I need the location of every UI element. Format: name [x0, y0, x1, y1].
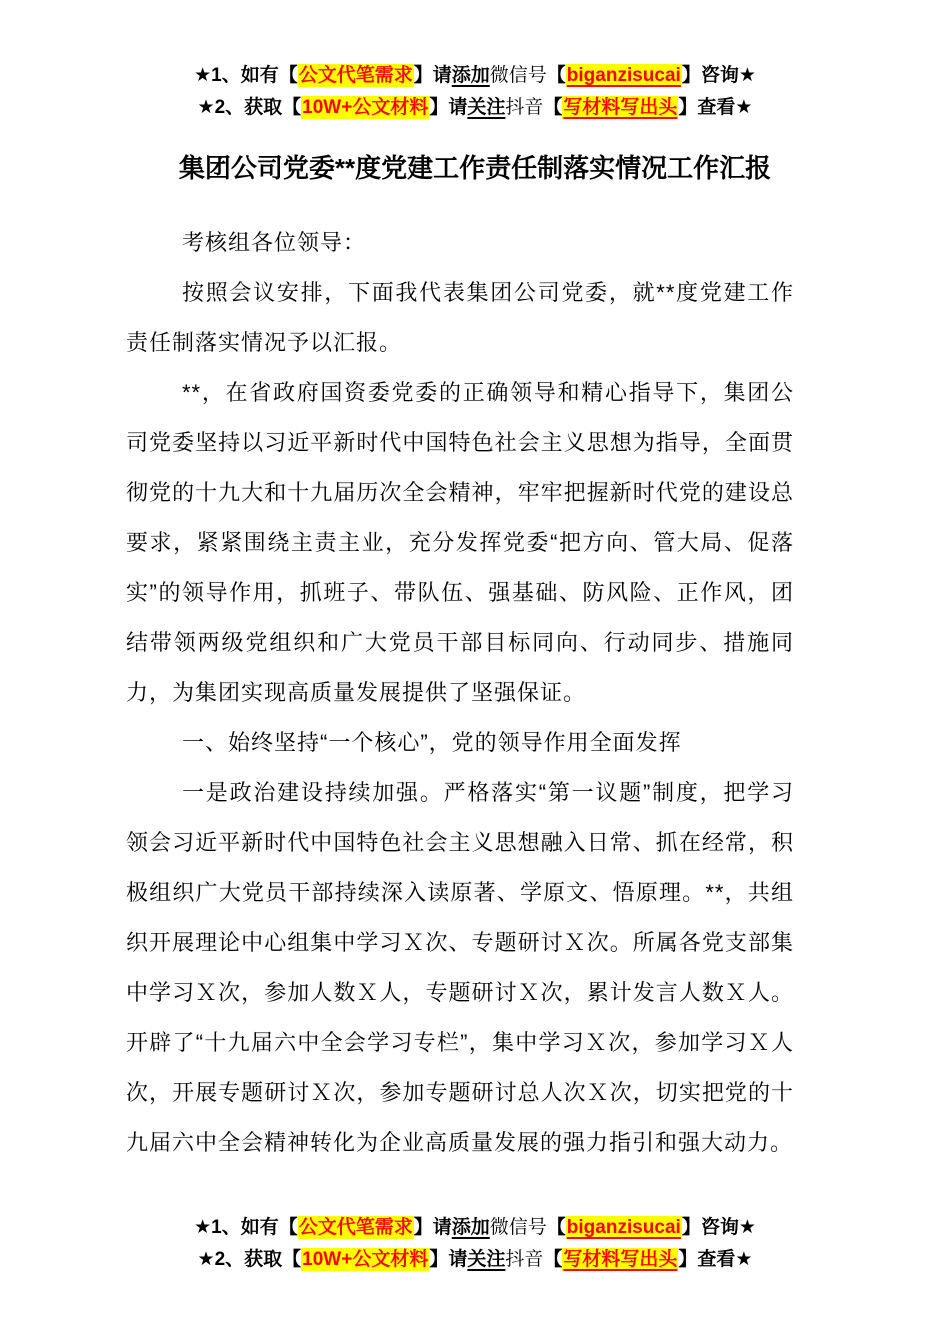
promo-bracket-close: 】请	[413, 1217, 452, 1238]
promo-highlight-materials: 10W+公文材料	[302, 1249, 429, 1270]
promo-header-line-2	[0, 92, 950, 124]
promo-bracket-open: 【	[543, 97, 563, 118]
promo-highlight-service: 公文代笔需求	[298, 1217, 413, 1238]
promo-highlight-materials: 10W+公文材料	[302, 97, 429, 118]
promo-action-follow: 关注	[467, 97, 506, 118]
promo-platform-douyin: 抖音	[505, 1249, 544, 1270]
promo-header	[0, 60, 950, 124]
document-body	[126, 218, 794, 1168]
promo-action-follow: 关注	[467, 1249, 506, 1270]
paragraph-overview: **，在省政府国资委党委的正确领导和精心指导下，集团公司党委坚持以习近平新时代中国特色社会主义思想为指导，全面贯彻党的十九大和十九届历次全会精神，牢牢把握新时代党的建设总要求，紧紧围绕主责主业，充分发挥党委“把方向、管大局、促落实”的领导作用，抓班子、带队伍、强基础、防风险、正作风，团结带领两级党组织和广大党员干部目标同向、行动同步、措施同力，为集团实现高质量发展提供了坚强保证。	[126, 380, 794, 705]
promo-platform-wechat: 微信号	[489, 1217, 547, 1238]
promo-bracket-open: 【	[546, 65, 566, 86]
promo-action-add: 添加	[451, 1217, 490, 1238]
promo-platform-wechat: 微信号	[489, 65, 547, 86]
promo-bracket-close: 】请	[429, 1249, 468, 1270]
promo-footer-line-1	[0, 1212, 950, 1244]
promo-footer-line-2	[0, 1244, 950, 1276]
paragraph-intro: 按照会议安排，下面我代表集团公司党委，就**度党建工作责任制落实情况予以汇报。	[126, 280, 794, 355]
promo-suffix: 】查看★	[678, 97, 753, 118]
document-title: 集团公司党委**度党建工作责任制落实情况工作汇报	[178, 153, 772, 183]
promo-prefix: ★2、获取【	[197, 1249, 302, 1270]
promo-bracket-open: 【	[546, 1217, 566, 1238]
promo-header-line-1	[0, 60, 950, 92]
promo-bracket-open: 【	[543, 1249, 563, 1270]
promo-footer	[0, 1212, 950, 1276]
promo-platform-douyin: 抖音	[505, 97, 544, 118]
promo-prefix: ★2、获取【	[197, 97, 302, 118]
promo-suffix: 】咨询★	[681, 1217, 756, 1238]
promo-suffix: 】查看★	[678, 1249, 753, 1270]
section-heading-one: 一、始终坚持“一个核心”，党的领导作用全面发挥	[182, 730, 682, 755]
promo-highlight-douyin-id: 写材料写出头	[563, 1249, 678, 1270]
promo-action-add: 添加	[451, 65, 490, 86]
paragraph-section-one-content: 一是政治建设持续加强。严格落实“第一议题”制度，把学习领会习近平新时代中国特色社会主义思想融入日常、抓在经常，积极组织广大党员干部持续深入读原著、学原文、悟原理。**，共组织开展理论中心组集中学习Ｘ次、专题研讨Ｘ次。所属各党支部集中学习Ｘ次，参加人数Ｘ人，专题研讨Ｘ次，累计发言人数Ｘ人。开辟了“十九届六中全会学习专栏”，集中学习Ｘ次，参加学习Ｘ人次，开展专题研讨Ｘ次，参加专题研讨总人次Ｘ次，切实把党的十九届六中全会精神转化为企业高质量发展的强力指引和强大动力。	[126, 780, 794, 1155]
promo-highlight-douyin-id: 写材料写出头	[563, 97, 678, 118]
promo-highlight-wechat-id: biganzisucai	[566, 1217, 681, 1238]
paragraph-salutation: 考核组各位领导：	[182, 230, 367, 255]
promo-prefix: ★1、如有【	[194, 1217, 298, 1238]
promo-prefix: ★1、如有【	[194, 65, 298, 86]
promo-highlight-service: 公文代笔需求	[298, 65, 413, 86]
promo-highlight-wechat-id: biganzisucai	[566, 65, 681, 86]
promo-suffix: 】咨询★	[681, 65, 756, 86]
promo-bracket-close: 】请	[429, 97, 468, 118]
promo-bracket-close: 】请	[413, 65, 452, 86]
